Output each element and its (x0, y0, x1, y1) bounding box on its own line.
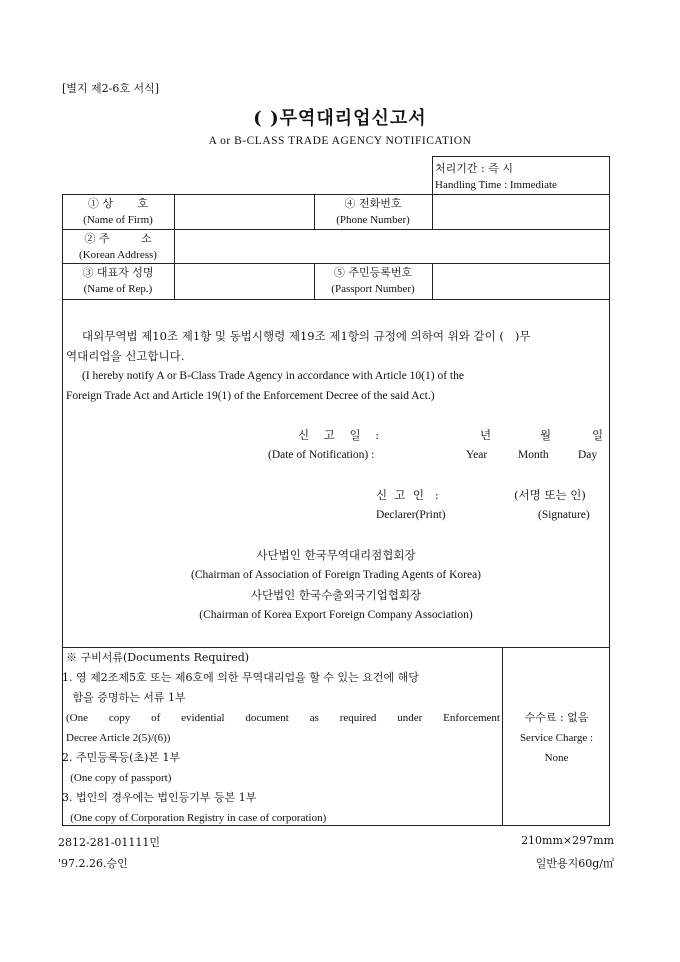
footer-paper-size: 210mm×297mm (521, 834, 614, 847)
date-label-en: (Date of Notification) : (268, 449, 375, 461)
form-subtitle: A or B-CLASS TRADE AGENCY NOTIFICATION (208, 135, 472, 147)
document-item: 3. 법인의 경우에는 법인등기부 등본 1부 (62, 791, 257, 804)
form-title: ( )무역대리업신고서 (253, 108, 427, 129)
documents-required (62, 648, 500, 828)
date-day-ko: 일 (592, 428, 604, 442)
address-label: ② 주 소 (Korean Address) (79, 232, 157, 261)
registration-number-value[interactable] (433, 264, 609, 298)
declaration-ko: 대외무역법 제10조 제1항 및 동법시행령 제19조 제1항의 규정에 의하여 위와 같이 ( )무 역대리업을 신고합니다. (66, 329, 531, 363)
address-value[interactable] (175, 230, 609, 262)
handling-time-en: Handling Time : Immediate (435, 179, 557, 191)
footer-form-number: 2812-281-01111민 (58, 836, 161, 849)
date-year-ko: 년 (480, 428, 492, 442)
document-item: (One copy of Corporation Registry in case of corporation) (62, 812, 327, 824)
firm-name-label: ① 상 호 (Name of Firm) (83, 197, 153, 226)
documents-header: ※ 구비서류(Documents Required) (66, 651, 250, 664)
document-item: (One copy of evidential document as required under Enforcement (66, 712, 500, 724)
declarer-signature-en: (Signature) (538, 509, 590, 521)
phone-number-label: ④ 전화번호 (Phone Number) (336, 197, 410, 226)
declarer-label-ko: 신 고 인 : (376, 488, 439, 502)
date-month-en: Month (518, 449, 549, 461)
registration-number-label: ⑤ 주민등록번호 (Passport Number) (331, 266, 415, 295)
rep-name-value[interactable] (175, 264, 313, 298)
document-item: (One copy of passport) (62, 772, 172, 784)
phone-number-value[interactable] (433, 195, 609, 228)
handling-time-ko: 처리기간 : 즉 시 (435, 162, 513, 175)
document-item: 함을 증명하는 서류 1부 (62, 691, 186, 704)
declarer-signature-ko: (서명 또는 인) (514, 488, 586, 502)
date-day-en: Day (578, 449, 598, 461)
date-label-ko: 신 고 일 : (298, 428, 380, 442)
form-code: [별지 제2-6호 서식] (62, 82, 160, 95)
firm-name-value[interactable] (175, 195, 313, 228)
recipient-block: 사단법인 한국무역대리점협회장 (Chairman of Association of Foreign Trading Agents of Korea) 사단법인 한국수출외국기업협회장 (Chairman of Korea Export Foreign Company Association) (190, 548, 481, 621)
document-item: Decree Article 2(5)/(6)) (66, 732, 171, 744)
declaration-en: (I hereby notify A or B-Class Trade Agency in accordance with Article 10(1) of the Foreign Trade Act and Article 19(1) of the Enforcement Decree of the said Act.) (66, 370, 464, 402)
footer-paper-weight: 일반용지60g/㎡ (535, 857, 614, 870)
rep-name-label: ③ 대표자 성명 (Name of Rep.) (82, 266, 154, 295)
footer-approval-date: '97.2.26.승인 (58, 857, 128, 870)
date-month-ko: 월 (540, 428, 552, 442)
date-year-en: Year (466, 449, 488, 461)
document-item: 2. 주민등록등(초)본 1부 (62, 751, 181, 764)
document-item: 1. 영 제2조제5호 또는 제6호에 의한 무역대리업을 할 수 있는 요건에 해당 (62, 671, 419, 684)
service-charge: 수수료 : 없음 Service Charge : None (519, 711, 594, 764)
declarer-label-en: Declarer(Print) (376, 509, 446, 521)
